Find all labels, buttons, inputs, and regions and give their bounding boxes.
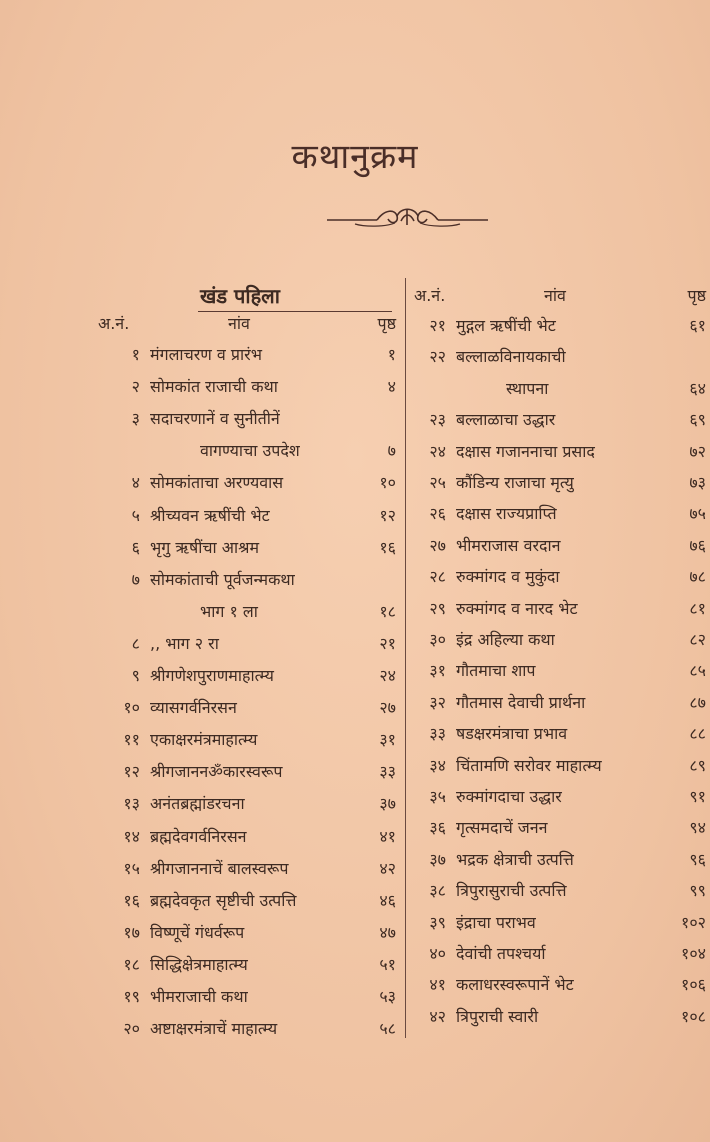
entry-page: १० [379,473,396,493]
entry-title: भीमराजास वरदान [456,535,561,555]
entry-title: भद्रक क्षेत्राची उत्पत्ति [456,849,574,869]
entry-page: ४२ [379,858,396,878]
entry-number: २९ [429,598,446,618]
entry-page: ७५ [689,504,706,524]
entry-page: ४६ [379,890,396,910]
entry-title: षडक्षरमंत्राचा प्रभाव [456,724,568,744]
entry-page: १०८ [681,1006,706,1026]
entry-page: ३७ [379,794,396,814]
entry-number: ३६ [429,818,446,838]
entry-page: १६ [379,537,396,557]
entry-number: २६ [429,504,446,524]
entry-number: ११ [123,730,140,750]
entry-title: इंद्र अहिल्या कथा [456,630,555,649]
entry-page: १२ [379,505,396,525]
entry-number: २७ [429,535,446,555]
entry-page: १०४ [681,944,706,963]
entry-title: सोमकांत राजाची कथा [150,377,278,397]
entry-title: मुद्गल ऋषींची भेट [456,316,556,335]
entry-page: ८५ [689,661,706,681]
entry-title: बल्लाळाचा उद्धार [456,410,556,430]
entry-number: १९ [123,987,140,1006]
entry-title: देवांची तपश्चर्या [456,944,546,963]
entry-page: ८२ [689,630,706,649]
entry-title: भृगु ऋषींचा आश्रम [150,537,260,557]
right-header-name: नांव [544,286,566,305]
entry-title: रुक्मांगदाचा उद्धार [456,787,562,806]
entry-number: २३ [429,410,446,430]
entry-number: २४ [429,441,446,461]
entry-title: एकाक्षरमंत्रमाहात्म्य [150,730,258,750]
entry-page: ८९ [689,755,706,775]
entry-number: १४ [123,826,140,846]
entry-number: ३७ [429,849,446,869]
entry-page: ५८ [379,1019,396,1039]
entry-page: ७३ [689,473,706,492]
entry-page: ८१ [689,598,706,618]
entry-title: अनंतब्रह्मांडरचना [150,794,245,814]
entry-number: २१ [429,316,446,335]
entry-title: सदाचरणानें व सुनीतीनें [150,409,280,429]
page-title: कथानुक्रम [291,137,419,177]
entry-page: ४१ [379,826,396,846]
entry-title: मंगलाचरण व प्रारंभ [150,345,262,364]
entry-title: गृत्समदाचें जनन [456,818,548,838]
entry-page: ८७ [689,692,706,712]
entry-number: २५ [429,473,446,492]
entry-title: अष्टाक्षरमंत्राचें माहात्म्य [150,1019,278,1039]
entry-number: ३९ [429,912,446,932]
entry-number: ४१ [429,975,446,995]
left-header-name: नांव [228,314,250,333]
entry-page: ८८ [689,724,706,744]
entry-title: श्रीगजाननाचें बालस्वरूप [150,858,289,878]
entry-number: ३१ [429,661,446,681]
entry-number: ५ [131,505,140,525]
entry-title: वागण्याचा उपदेश [200,441,300,461]
entry-title: कलाधरस्वरूपानें भेट [456,975,574,995]
entry-number: १८ [123,954,140,974]
entry-number: १३ [123,794,140,814]
entry-number: ६ [131,537,140,557]
entry-number: २२ [429,347,446,367]
entry-title: कौंडिन्य राजाचा मृत्यु [456,473,574,492]
entry-page: १ [387,345,396,364]
entry-title: श्रीगजाननॐकारस्वरूप [150,762,283,782]
entry-page: ७८ [689,567,706,587]
entry-number: ३० [429,630,446,649]
right-header-page: पृष्ठ [687,286,706,305]
entry-title: चिंतामणि सरोवर माहात्म्य [456,755,602,775]
entry-page: ४ [387,377,396,397]
entry-number: १६ [123,890,140,910]
entry-number: २० [123,1019,140,1039]
entry-page: ५१ [379,954,396,974]
entry-number: ३२ [429,692,446,712]
entry-title: ब्रह्मदेवगर्वनिरसन [150,826,247,846]
entry-title: श्रीगणेशपुराणमाहात्म्य [150,666,274,685]
entry-number: ३४ [429,755,446,775]
entry-title: भाग १ ला [200,601,258,621]
entry-title: रुक्मांगद व नारद भेट [456,598,578,618]
entry-page: ९९ [689,881,706,901]
entry-page: ६१ [689,316,706,335]
entry-title: इंद्राचा पराभव [456,912,536,932]
entry-page: २१ [379,633,396,653]
decorative-ornament [325,203,490,229]
entry-page: २४ [379,666,396,685]
entry-page: ३१ [379,730,396,750]
entry-title: विष्णूचें गंधर्वरूप [150,922,245,942]
entry-number: ३५ [429,787,446,806]
entry-page: ३३ [379,762,396,782]
entry-page: ९६ [689,849,706,869]
entry-page: १०२ [681,912,706,932]
entry-title: श्रीच्यवन ऋषींची भेट [150,505,270,525]
left-header-page: पृष्ठ [377,314,396,333]
entry-title: बल्लाळविनायकाची [456,347,566,367]
entry-number: ८ [131,633,140,653]
entry-title: रुक्मांगद व मुकुंदा [456,567,560,587]
entry-page: ६९ [689,410,706,430]
entry-page: ९१ [689,787,706,806]
entry-page: ६४ [689,378,706,398]
entry-number: १५ [123,858,140,878]
entry-title: सोमकांताची पूर्वजन्मकथा [150,569,295,589]
column-divider [405,278,406,1038]
entry-title: ,, भाग २ रा [150,633,219,653]
entry-title: भीमराजाची कथा [150,987,248,1006]
entry-title: सिद्धिक्षेत्रमाहात्म्य [150,954,248,974]
entry-number: ९ [131,666,140,685]
entry-title: दक्षास राज्यप्राप्ति [456,504,557,524]
entry-page: ५३ [379,987,396,1006]
entry-page: ७६ [689,535,706,555]
entry-number: ३३ [429,724,446,744]
entry-number: ७ [131,569,140,589]
entry-title: त्रिपुरासुराची उत्पत्ति [456,881,567,901]
entry-number: ४२ [429,1006,446,1026]
entry-number: २८ [429,567,446,587]
entry-title: गौतमास देवाची प्रार्थना [456,692,586,712]
entry-page: १०६ [681,975,706,995]
entry-title: स्थापना [506,378,549,398]
entry-page: ७ [387,441,396,461]
entry-title: सोमकांताचा अरण्यवास [150,473,284,493]
entry-number: २ [131,377,140,397]
entry-number: १२ [123,762,140,782]
entry-number: ३८ [429,881,446,901]
entry-title: व्यासगर्वनिरसन [150,698,237,718]
entry-title: दक्षास गजाननाचा प्रसाद [456,441,595,461]
entry-page: ७२ [689,441,706,461]
entry-page: ४७ [379,922,396,942]
entry-title: ब्रह्मदेवकृत सृष्टीची उत्पत्ति [150,890,297,910]
entry-number: ३ [131,409,140,429]
section-heading: खंड पहिला [198,282,392,312]
entry-title: त्रिपुराची स्वारी [456,1006,539,1026]
entry-number: १७ [123,922,140,942]
entry-number: १ [131,345,140,364]
entry-title: गौतमाचा शाप [456,661,536,681]
entry-page: ९४ [689,818,706,838]
entry-number: ४ [131,473,140,493]
right-header-num: अ.नं. [414,286,446,305]
entry-number: ४० [429,944,446,963]
entry-page: २७ [379,698,396,718]
left-header-num: अ.नं. [98,314,130,333]
entry-number: १० [123,698,140,718]
entry-page: १८ [379,601,396,621]
